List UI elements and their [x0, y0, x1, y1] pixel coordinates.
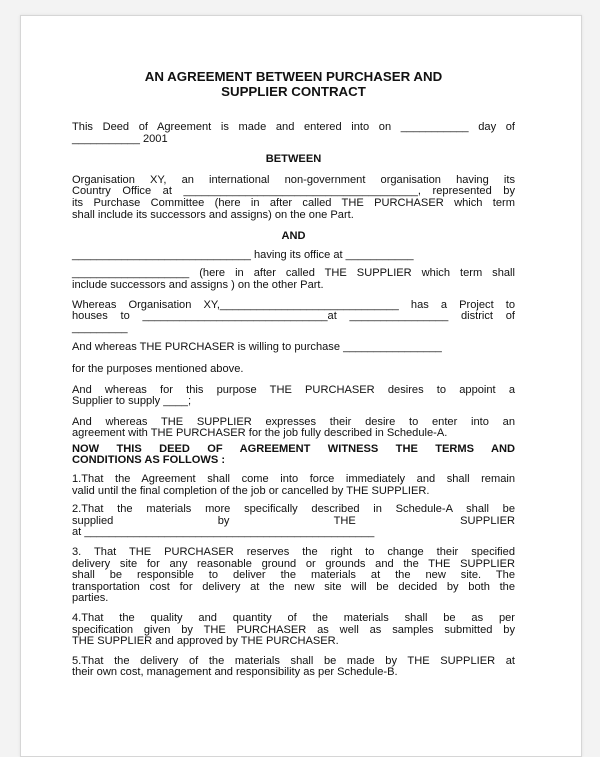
clause-4: [72, 613, 515, 648]
clause-line: 1.That the Agreement shall come into force immediately and shall remain: [72, 473, 515, 486]
supplier-office-line: _____________________________ having its office at ___________: [72, 248, 414, 261]
clause-line: their own cost, management and responsibility as per Schedule-B.: [72, 666, 398, 679]
whereas-supplier-paragraph: [72, 417, 515, 440]
clause-line: valid until the final completion of the job or cancelled by THE SUPPLIER.: [72, 484, 430, 497]
whereas-line: And whereas THE SUPPLIER expresses their desire to enter into an: [72, 415, 515, 428]
purchaser-line: its Purchase Committee (here in after called THE PURCHASER which term: [72, 196, 515, 209]
clause-line: shall be responsible to deliver the materials at the new site. The: [72, 569, 515, 582]
purchaser-line: Country Office at ______________________________________, represented by: [72, 185, 515, 198]
clause-line: THE SUPPLIER and approved by THE PURCHASER.: [72, 635, 339, 648]
title-line: AN AGREEMENT BETWEEN PURCHASER AND: [144, 69, 443, 84]
whereas-project-paragraph: [72, 300, 515, 335]
clause-line: 2.That the materials more specifically described in Schedule-A shall be: [72, 503, 515, 516]
whereas-line: _________: [72, 321, 128, 334]
now-deed-line: CONDITIONS AS FOLLOWS :: [72, 454, 226, 467]
clause-line: supplied by THE SUPPLIER: [72, 514, 515, 527]
clause-line: 3. That THE PURCHASER reserves the right to change their specified: [72, 546, 515, 559]
title-line: SUPPLIER CONTRACT: [221, 84, 366, 99]
supplier-line: ___________________ (here in after called THE SUPPLIER which term shall: [72, 267, 515, 280]
document-title: [72, 69, 515, 99]
intro-line: ___________ 2001: [72, 132, 168, 145]
clause-line: 4.That the quality and quantity of the materials shall be as per: [72, 612, 515, 624]
intro-paragraph: [72, 122, 515, 145]
clause-1: [72, 474, 515, 497]
clause-5: [72, 656, 515, 679]
whereas-purchase-line: And whereas THE PURCHASER is willing to purchase ________________: [72, 341, 442, 354]
clause-line: delivery site for any reasonable ground or grounds and the THE SUPPLIER: [72, 557, 515, 570]
purposes-line: for the purposes mentioned above.: [72, 362, 244, 375]
document-body: [72, 69, 515, 687]
whereas-appoint-paragraph: [72, 385, 515, 408]
and-heading: AND: [281, 230, 306, 243]
clause-line: parties.: [72, 592, 109, 605]
now-deed-line: NOW THIS DEED OF AGREEMENT WITNESS THE TERMS AND: [72, 442, 515, 455]
clause-3: [72, 547, 515, 605]
intro-line: This Deed of Agreement is made and entered into on ___________ day of: [72, 121, 515, 133]
clause-2: [72, 504, 515, 539]
purchaser-line: shall include its successors and assigns) on the one Part.: [72, 208, 354, 221]
document-page: [20, 15, 582, 757]
whereas-line: Supplier to supply ____;: [72, 395, 192, 408]
clause-line: at _______________________________________________: [72, 526, 375, 539]
purchaser-paragraph: [72, 175, 515, 221]
whereas-line: Whereas Organisation XY,_____________________________ has a Project to: [72, 298, 515, 311]
whereas-line: agreement with THE PURCHASER for the job fully described in Schedule-A.: [72, 427, 448, 440]
purchaser-line: Organisation XY, an international non-government organisation having its: [72, 173, 515, 186]
supplier-paragraph: [72, 268, 515, 291]
whereas-line: And whereas for this purpose THE PURCHASER desires to appoint a: [72, 383, 515, 396]
clause-line: transportation cost for delivery at the new site will be decided by both the: [72, 580, 515, 593]
between-heading: BETWEEN: [265, 153, 322, 166]
supplier-line: include successors and assigns ) on the other Part.: [72, 278, 324, 291]
now-deed-heading: [72, 444, 515, 467]
clause-line: 5.That the delivery of the materials shall be made by THE SUPPLIER at: [72, 654, 515, 667]
whereas-line: houses to ______________________________at ________________ district of: [72, 310, 515, 323]
clause-line: specification given by THE PURCHASER as well as samples submitted by: [72, 623, 515, 636]
